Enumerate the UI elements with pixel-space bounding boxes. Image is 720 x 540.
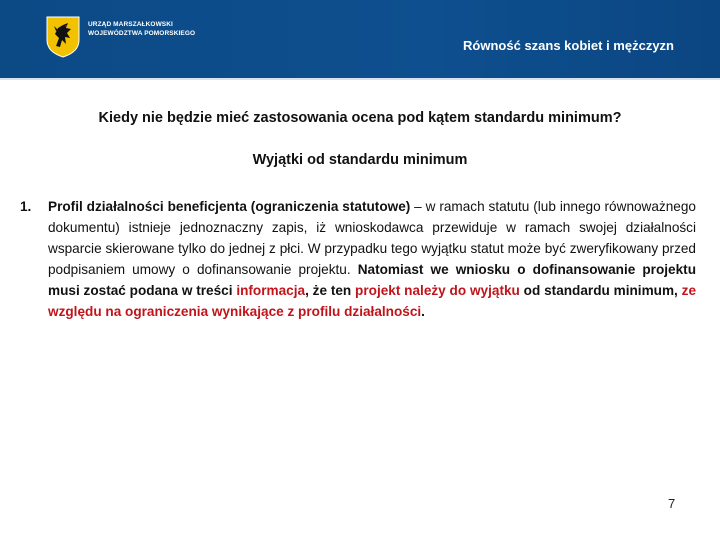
exception-requirement: Natomiast we wniosku o dofinansowanie projektu musi zostać podana w treści xyxy=(48,262,696,298)
exception-list-item xyxy=(20,196,696,322)
list-item-text xyxy=(48,196,696,322)
exception-title: Profil działalności beneficjenta (ograniczenia statutowe) xyxy=(48,199,411,214)
sentence-end: . xyxy=(421,304,425,319)
exception-description: – w ramach statutu (lub innego równoważnego dokumentu) istnieje jednoznaczny zapis, iż wnioskodawca przewiduje w ramach swojej działalności wsparcie skierowane tylko do jednej z płci. W przypadku tego wyjątku statut może być zweryfikowany przed podpisaniem umowy o dofinansowanie projektu. xyxy=(48,199,696,277)
exception-requirement-cont-2: od standardu minimum, xyxy=(519,283,682,298)
exception-requirement-cont: , że ten xyxy=(305,283,356,298)
list-item-number: 1. xyxy=(20,199,32,214)
slide-subtitle: Wyjątki od standardu minimum xyxy=(252,152,468,168)
highlight-reason: ze względu na ograniczenia wynikające z profilu działalności xyxy=(48,283,697,319)
highlight-projekt-wyjatek: projekt należy do wyjątku xyxy=(355,283,520,298)
organization-name-line-2: WOJEWÓDZTWA POMORSKIEGO xyxy=(88,30,196,37)
pomeranian-griffin-crest-icon xyxy=(46,16,80,58)
header-bar xyxy=(0,0,720,80)
organization-name-line-1: URZĄD MARSZAŁKOWSKI xyxy=(88,21,173,28)
slide-question: Kiedy nie będzie mieć zastosowania ocena pod kątem standardu minimum? xyxy=(98,110,622,126)
presentation-title: Równość szans kobiet i mężczyzn xyxy=(463,38,674,53)
page-number: 7 xyxy=(668,496,676,511)
organization-name xyxy=(88,20,195,38)
highlight-informacja: informacja xyxy=(236,283,306,298)
